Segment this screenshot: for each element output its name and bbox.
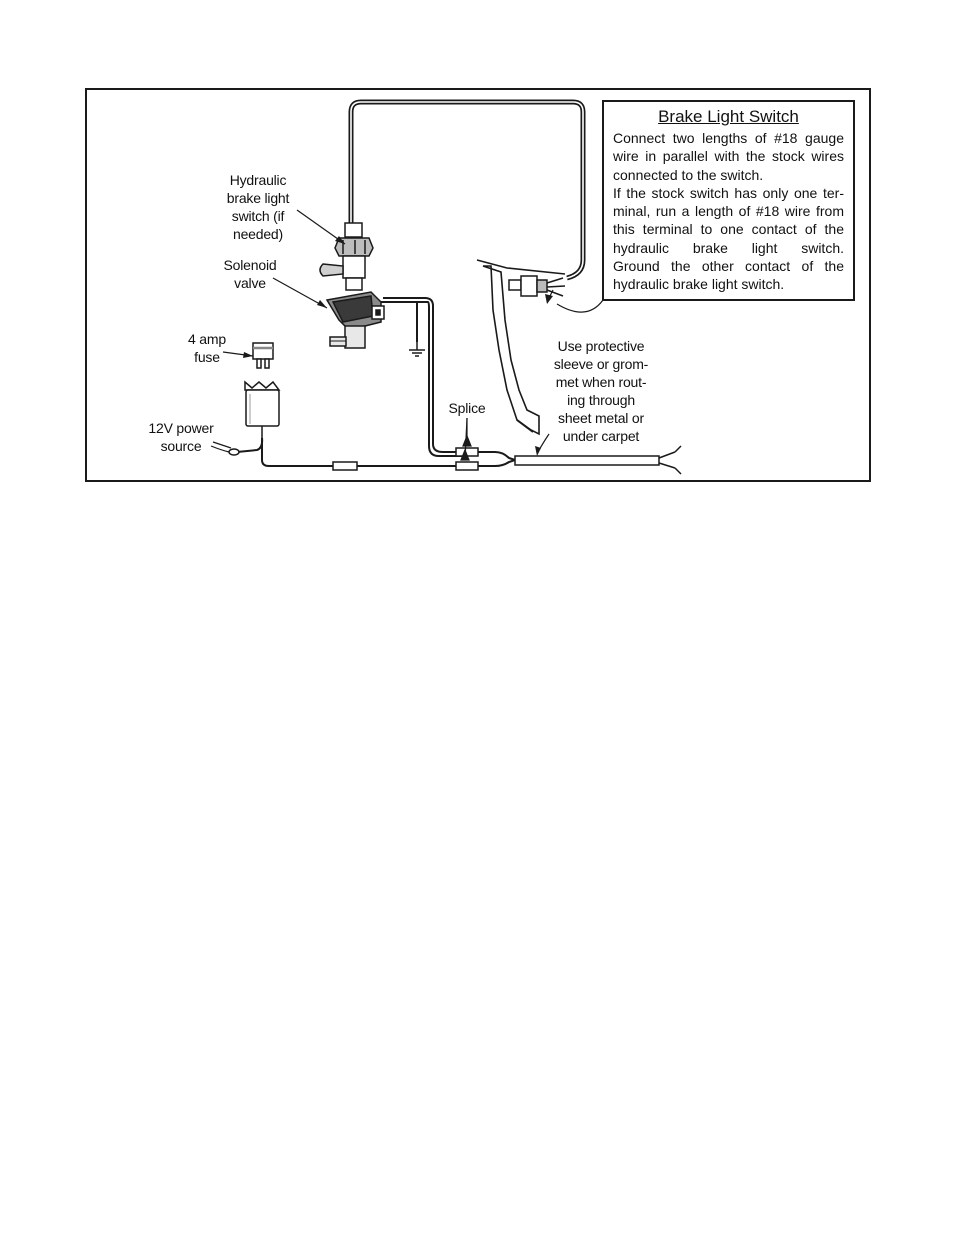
power-terminal-icon <box>229 449 239 455</box>
loop-wire <box>351 102 583 278</box>
callout-line: wire in parallel with the stock wires <box>613 148 844 165</box>
label-power-source: 12V power source <box>148 420 214 454</box>
brake-light-switch-callout <box>602 100 855 301</box>
callout-title: Brake Light Switch <box>658 107 799 126</box>
fuse-icon <box>253 343 273 368</box>
solenoid-valve-icon <box>327 278 384 348</box>
label-solenoid-valve: Solenoid valve <box>223 257 277 291</box>
callout-line: Ground the other contact of the <box>613 258 844 275</box>
protective-sleeve-icon <box>515 446 681 474</box>
label-hydraulic-switch: Hydraulic brake light switch (if needed) <box>226 172 290 242</box>
callout-line: connected to the switch. <box>613 166 764 183</box>
fuse-holder-icon <box>245 382 279 438</box>
callout-line: minal, run a length of #18 wire from <box>613 203 844 220</box>
ground-icon <box>409 342 425 356</box>
label-protective-sleeve: Use protective sleeve or grom- met when rout- ing through sheet metal or under carpet <box>553 338 649 444</box>
label-splice: Splice <box>448 400 486 416</box>
callout-line: If the stock switch has only one ter- <box>613 184 844 201</box>
callout-line: this terminal to one contact of the <box>613 221 844 238</box>
diagram-frame <box>85 88 871 482</box>
label-fuse: 4 amp fuse <box>188 331 226 365</box>
callout-line: hydraulic brake light switch. <box>613 239 844 256</box>
callout-text <box>613 129 844 294</box>
callout-line: hydraulic brake light switch. <box>613 276 785 293</box>
solenoid-wires <box>381 298 467 456</box>
callout-line: Connect two lengths of #18 gauge <box>613 130 844 146</box>
stock-switch-icon <box>509 276 565 296</box>
sleeve-feed-wires <box>478 452 515 466</box>
